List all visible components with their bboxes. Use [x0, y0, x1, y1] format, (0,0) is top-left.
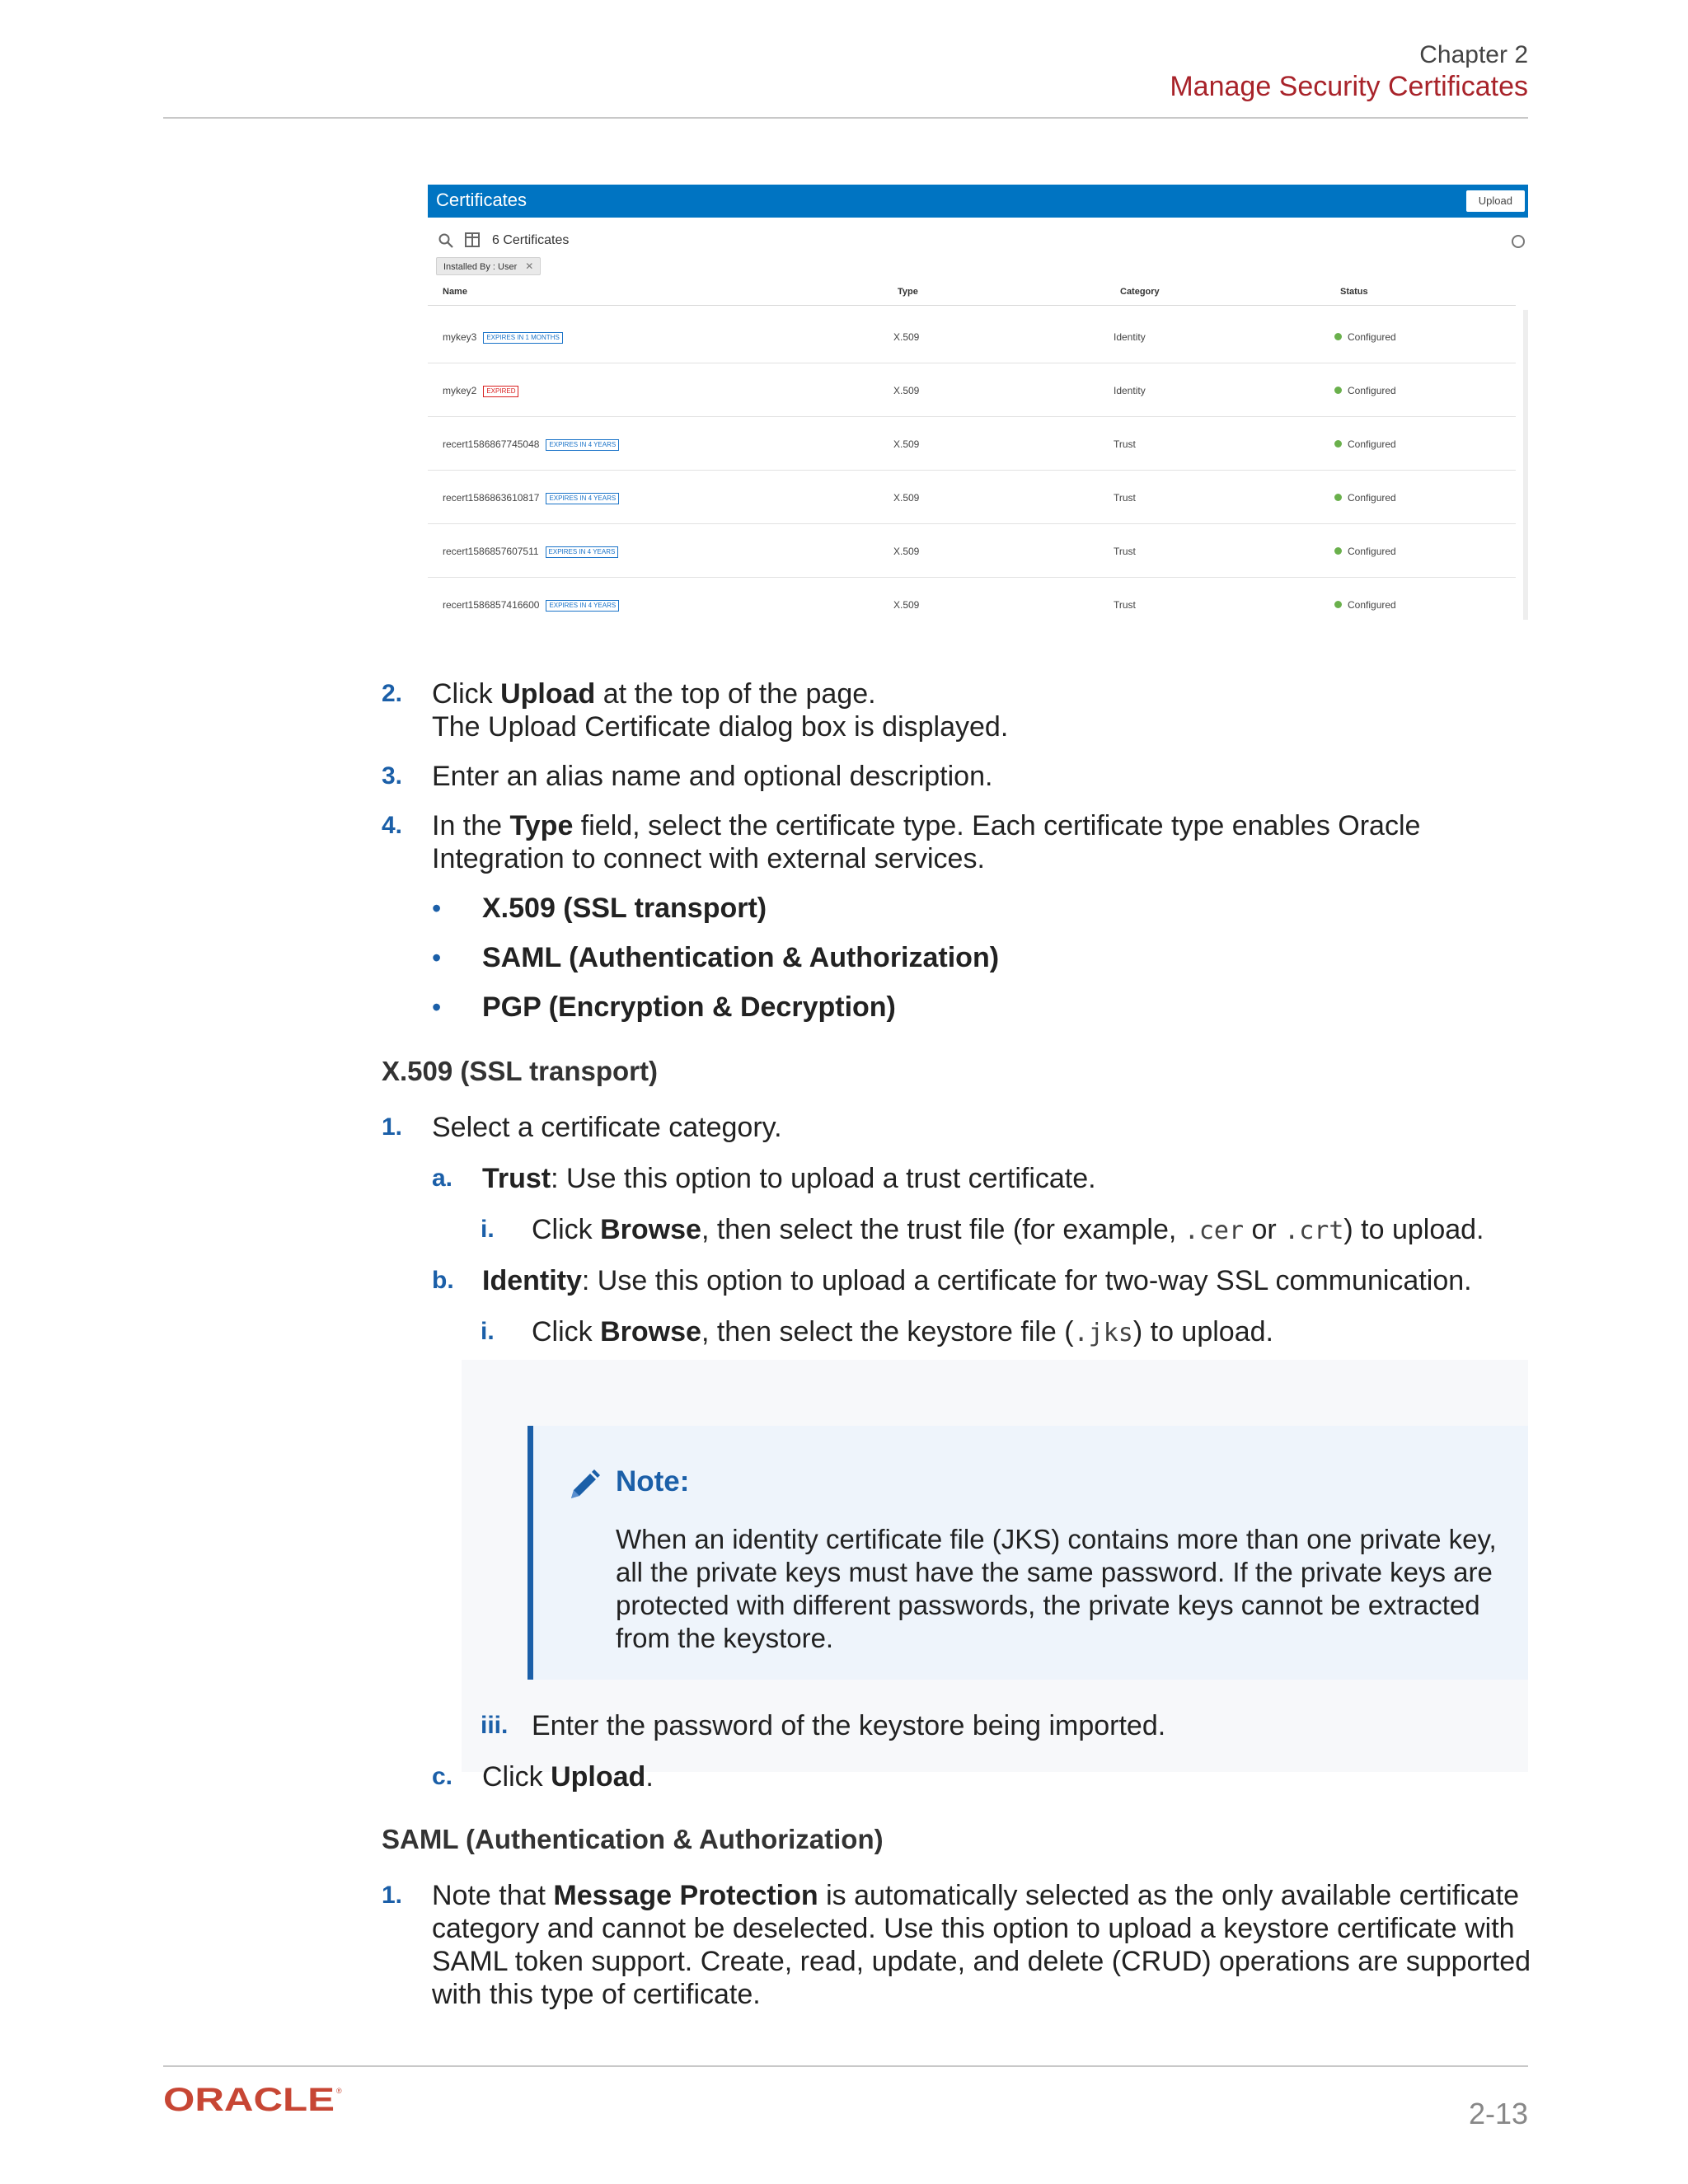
pencil-icon	[566, 1467, 603, 1503]
saml-step-1-text: Note that Message Protection is automatically selected as the only available certificate	[432, 1880, 1520, 1911]
bullet-icon: •	[432, 943, 442, 972]
step-3-text: Enter an alias name and optional description.	[432, 761, 993, 792]
filter-chip-label: Installed By : User	[443, 262, 518, 272]
certificate-name[interactable]: recert1586857607511	[443, 546, 539, 557]
expiry-badge: EXPIRES IN 1 MONTHS	[483, 332, 562, 344]
expiry-badge: EXPIRES IN 4 YEARS	[546, 439, 619, 451]
certificate-category: Trust	[1114, 438, 1136, 450]
step-number: 1.	[382, 1882, 403, 1909]
step-number: 2.	[382, 680, 403, 707]
saml-step-1-line-4: with this type of certificate.	[432, 1979, 761, 2010]
bullet-saml: SAML (Authentication & Authorization)	[482, 942, 1000, 973]
step-number: 1.	[382, 1113, 403, 1141]
note-box	[528, 1426, 1528, 1680]
expiry-badge: EXPIRES IN 4 YEARS	[546, 493, 619, 504]
click-upload-text: Click Upload.	[482, 1761, 654, 1793]
substep-letter: a.	[432, 1165, 453, 1192]
certificate-category: Trust	[1114, 492, 1136, 504]
table-row[interactable]	[428, 417, 1516, 471]
certificate-name[interactable]: mykey3	[443, 331, 477, 343]
certificate-type: X.509	[893, 492, 920, 504]
certificate-status: Configured	[1348, 546, 1396, 557]
status-dot-icon	[1334, 601, 1342, 608]
columns-icon[interactable]	[465, 232, 480, 247]
trust-option-text: Trust: Use this option to upload a trust certificate.	[482, 1163, 1096, 1194]
chapter-title: Manage Security Certificates	[1170, 71, 1528, 102]
step-number: 4.	[382, 812, 403, 839]
certificate-type: X.509	[893, 385, 920, 396]
note-body: When an identity certificate file (JKS) contains more than one private key, all the private keys must have the same password. If the private keys are protected with different passwords, the private keys cannot be extracted from the keystore.	[616, 1524, 1497, 1653]
certificate-status: Configured	[1348, 385, 1396, 396]
section-heading-saml: SAML (Authentication & Authorization)	[382, 1824, 884, 1854]
refresh-icon[interactable]	[1512, 235, 1525, 248]
substep-roman: i.	[481, 1318, 495, 1345]
step-4-text: In the Type field, select the certificate type. Each certificate type enables Oracle	[432, 810, 1421, 841]
chapter-label: Chapter 2	[1419, 41, 1528, 68]
keystore-password-text: Enter the password of the keystore being imported.	[532, 1710, 1166, 1741]
identity-browse-text: Click Browse, then select the keystore file (.jks) to upload.	[532, 1316, 1273, 1347]
column-header-status[interactable]: Status	[1340, 287, 1368, 297]
certificates-title: Certificates	[436, 190, 528, 210]
step-4-text-cont: Integration to connect with external services.	[432, 843, 985, 874]
bullet-pgp: PGP (Encryption & Decryption)	[482, 991, 896, 1023]
certificate-type: X.509	[893, 546, 920, 557]
certificates-screenshot	[428, 181, 1528, 620]
table-row[interactable]	[428, 524, 1516, 578]
certificate-name[interactable]: recert1586857416600	[443, 599, 540, 611]
status-dot-icon	[1334, 333, 1342, 340]
section-heading-x509: X.509 (SSL transport)	[382, 1056, 658, 1086]
bullet-x509: X.509 (SSL transport)	[482, 893, 767, 924]
upload-button[interactable]: Upload	[1466, 190, 1525, 212]
note-title: Note:	[616, 1465, 690, 1497]
certificate-category: Identity	[1114, 331, 1146, 343]
table-row[interactable]	[428, 471, 1516, 524]
header-rule	[163, 117, 1528, 119]
svg-text:®: ®	[336, 2087, 342, 2095]
table-header-divider	[428, 305, 1516, 306]
column-header-name[interactable]: Name	[443, 287, 467, 297]
certificate-category: Trust	[1114, 599, 1136, 611]
table-row[interactable]	[428, 578, 1516, 620]
step-2-text: Click Upload at the top of the page.	[432, 678, 876, 710]
certificate-status: Configured	[1348, 331, 1396, 343]
substep-letter: c.	[432, 1763, 453, 1790]
expiry-badge: EXPIRES IN 4 YEARS	[546, 600, 619, 612]
column-header-type[interactable]: Type	[898, 287, 918, 297]
status-dot-icon	[1334, 440, 1342, 448]
search-icon[interactable]	[438, 232, 454, 249]
bullet-icon: •	[432, 893, 442, 923]
substep-roman: iii.	[481, 1712, 509, 1739]
status-dot-icon	[1334, 387, 1342, 394]
oracle-logo-wordmark: ORACLE	[163, 2083, 335, 2116]
expiry-badge: EXPIRED	[483, 386, 518, 397]
certificates-banner	[428, 185, 1528, 218]
trust-browse-text: Click Browse, then select the trust file (for example, .cer or .crt) to upload.	[532, 1214, 1484, 1245]
substep-letter: b.	[432, 1267, 454, 1294]
footer-rule	[163, 2065, 1528, 2067]
status-dot-icon	[1334, 547, 1342, 555]
saml-step-1-line-2: category and cannot be deselected. Use this option to upload a keystore certificate with	[432, 1913, 1515, 1944]
page-number: 2-13	[1468, 2097, 1528, 2130]
table-row[interactable]	[428, 363, 1516, 417]
table-scrollbar[interactable]	[1523, 310, 1528, 620]
certificate-category: Trust	[1114, 546, 1136, 557]
close-icon[interactable]: ✕	[525, 260, 534, 272]
status-dot-icon	[1334, 494, 1342, 501]
table-row[interactable]	[428, 310, 1516, 363]
step-number: 3.	[382, 762, 403, 790]
filter-chip[interactable]	[436, 257, 541, 275]
saml-step-1-line-3: SAML token support. Create, read, update, and delete (CRUD) operations are supported	[432, 1946, 1531, 1977]
certificate-status: Configured	[1348, 492, 1396, 504]
column-header-category[interactable]: Category	[1120, 287, 1160, 297]
certificate-status: Configured	[1348, 438, 1396, 450]
certificate-name[interactable]: recert1586863610817	[443, 492, 540, 504]
step-2-result: The Upload Certificate dialog box is displayed.	[432, 711, 1009, 743]
identity-option-text: Identity: Use this option to upload a certificate for two-way SSL communication.	[482, 1265, 1472, 1296]
substep-roman: i.	[481, 1216, 495, 1243]
certificate-category: Identity	[1114, 385, 1146, 396]
certificate-status: Configured	[1348, 599, 1396, 611]
x509-step-1-text: Select a certificate category.	[432, 1112, 782, 1143]
expiry-badge: EXPIRES IN 4 YEARS	[546, 546, 619, 558]
certificate-count: 6 Certificates	[492, 233, 570, 247]
certificate-type: X.509	[893, 599, 920, 611]
certificate-type: X.509	[893, 438, 920, 450]
certificate-name[interactable]: recert1586867745048	[443, 438, 540, 450]
certificate-type: X.509	[893, 331, 920, 343]
bullet-icon: •	[432, 992, 442, 1022]
certificate-name[interactable]: mykey2	[443, 385, 477, 396]
oracle-logo	[163, 2083, 345, 2116]
